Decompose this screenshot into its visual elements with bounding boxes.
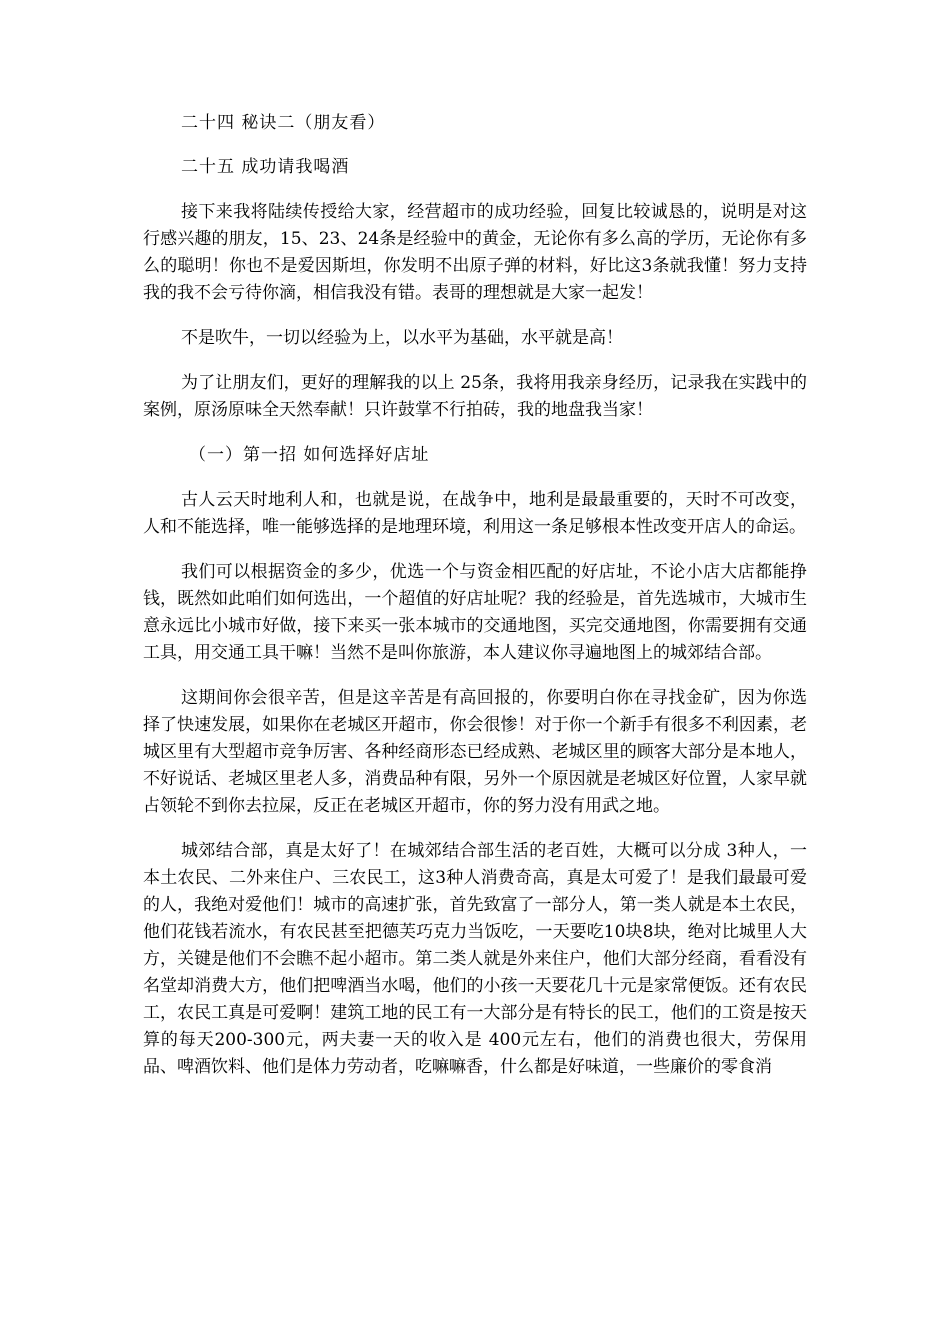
heading-24: 二十四 秘诀二（朋友看） [181, 113, 386, 133]
heading-25: 二十五 成功请我喝酒 [181, 157, 350, 177]
section-heading-1: （一）第一招 如何选择好店址 [189, 445, 430, 465]
paragraph-suburbs: 城郊结合部，真是太好了！在城郊结合部生活的老百姓，大概可以分成 3种人，一本土农民、二外来住户、三农民工，这3种人消费奇高，真是太可爱了！是我们最最可爱的人，我绝对爱他们！城市的高速扩张，首先致富了一部分人，第一类人就是本土农民，他们花钱若流水，有农民甚至把德芙巧克力当饭吃，一天要吃10块8块，绝对比城里人大方，关键是他们不会瞧不起小超市。第二类人就是外来住户，他们大部分经商，看看没有名堂却消费大方，他们把啤酒当水喝，他们的小孩一天要花几十元是家常便饭。还有农民工，农民工真是可爱啊！建筑工地的民工有一大部分是有特长的民工，他们的工资是按天算的每天200-300元，两夫妻一天的收入是 400元左右，他们的消费也很大，劳保用品、啤酒饮料、他们是体力劳动者，吃嘛嘛香，什么都是好味道，一些廉价的零食消 [143, 841, 807, 1077]
paragraph-understanding: 为了让朋友们，更好的理解我的以上 25条，我将用我亲身经历，记录我在实践中的案例，原汤原味全天然奉献！只许鼓掌不行拍砖，我的地盘我当家！ [143, 373, 807, 420]
paragraph-funding: 我们可以根据资金的多少，优选一个与资金相匹配的好店址，不论小店大店都能挣钱，既然如此咱们如何选出，一个超值的好店址呢？我的经验是，首先选城市，大城市生意永远比小城市好做，接下来买一张本城市的交通地图，买完交通地图，你需要拥有交通工具，用交通工具干嘛！当然不是叫你旅游，本人建议你寻遍地图上的城郊结合部。 [143, 562, 807, 663]
paragraph-intro: 接下来我将陆续传授给大家，经营超市的成功经验，回复比较诚恳的，说明是对这行感兴趣的朋友，15、23、24条是经验中的黄金，无论你有多么高的学历，无论你有多么的聪明！你也不是爱因斯坦，你发明不出原子弹的材料，好比这3条就我懂！努力支持我的我不会亏待你滴，相信我没有错。表哥的理想就是大家一起发！ [143, 202, 807, 303]
paragraph-old-town: 这期间你会很辛苦，但是这辛苦是有高回报的，你要明白你在寻找金矿，因为你选择了快速发展，如果你在老城区开超市，你会很惨！对于你一个新手有很多不利因素，老城区里有大型超市竞争厉害、各种经商形态已经成熟、老城区里的顾客大部分是本地人，不好说话、老城区里老人多，消费品种有限，另外一个原因就是老城区好位置，人家早就占领轮不到你去拉屎，反正在老城区开超市，你的努力没有用武之地。 [143, 688, 807, 816]
document-page [143, 110, 807, 1081]
paragraph-experience: 不是吹牛，一切以经验为上，以水平为基础，水平就是高！ [181, 328, 623, 348]
paragraph-location: 古人云天时地利人和，也就是说，在战争中，地利是最最重要的，天时不可改变，人和不能选择，唯一能够选择的是地理环境，利用这一条足够根本性改变开店人的命运。 [143, 490, 807, 537]
